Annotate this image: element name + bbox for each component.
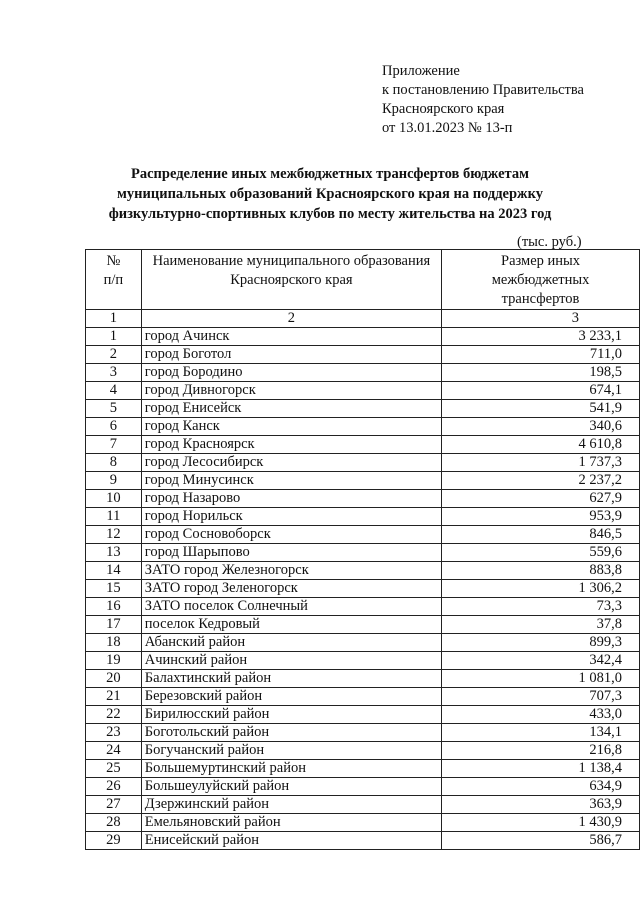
row-number: 25 bbox=[86, 760, 142, 778]
row-number: 13 bbox=[86, 544, 142, 562]
row-number: 10 bbox=[86, 490, 142, 508]
row-municipality-name: Емельяновский район bbox=[141, 814, 441, 832]
row-number: 14 bbox=[86, 562, 142, 580]
header-value-line1: Размер иных bbox=[501, 253, 581, 269]
table-row bbox=[86, 760, 640, 778]
table-header-row bbox=[86, 250, 640, 310]
row-transfer-value: 674,1 bbox=[442, 382, 640, 400]
table-row bbox=[86, 706, 640, 724]
table-row bbox=[86, 526, 640, 544]
row-number: 24 bbox=[86, 742, 142, 760]
row-number: 1 bbox=[86, 328, 142, 346]
row-number: 23 bbox=[86, 724, 142, 742]
table-row bbox=[86, 670, 640, 688]
row-number: 27 bbox=[86, 796, 142, 814]
header-number bbox=[86, 250, 142, 310]
table-row bbox=[86, 544, 640, 562]
table-row bbox=[86, 490, 640, 508]
title-line: муниципальных образований Красноярского края на поддержку bbox=[117, 186, 543, 202]
row-municipality-name: город Красноярск bbox=[141, 436, 441, 454]
row-transfer-value: 37,8 bbox=[442, 616, 640, 634]
row-transfer-value: 198,5 bbox=[442, 364, 640, 382]
row-municipality-name: ЗАТО город Зеленогорск bbox=[141, 580, 441, 598]
table-row bbox=[86, 580, 640, 598]
header-name-line1: Наименование муниципального образования bbox=[152, 253, 431, 269]
row-municipality-name: поселок Кедровый bbox=[141, 616, 441, 634]
table-row bbox=[86, 778, 640, 796]
row-transfer-value: 634,9 bbox=[442, 778, 640, 796]
table-row bbox=[86, 328, 640, 346]
table-row bbox=[86, 454, 640, 472]
document-title bbox=[60, 164, 600, 224]
table-row bbox=[86, 598, 640, 616]
row-number: 17 bbox=[86, 616, 142, 634]
row-municipality-name: город Бородино bbox=[141, 364, 441, 382]
header-value-line3: трансфертов bbox=[501, 291, 580, 307]
units-label: (тыс. руб.) bbox=[517, 234, 582, 250]
transfers-table bbox=[85, 249, 640, 850]
row-number: 20 bbox=[86, 670, 142, 688]
row-number: 5 bbox=[86, 400, 142, 418]
row-transfer-value: 1 737,3 bbox=[442, 454, 640, 472]
column-number: 3 bbox=[442, 310, 640, 328]
table-row bbox=[86, 364, 640, 382]
row-transfer-value: 216,8 bbox=[442, 742, 640, 760]
row-municipality-name: Большеулуйский район bbox=[141, 778, 441, 796]
row-municipality-name: ЗАТО поселок Солнечный bbox=[141, 598, 441, 616]
row-municipality-name: Богучанский район bbox=[141, 742, 441, 760]
row-transfer-value: 1 306,2 bbox=[442, 580, 640, 598]
row-number: 16 bbox=[86, 598, 142, 616]
row-municipality-name: Боготольский район bbox=[141, 724, 441, 742]
row-number: 15 bbox=[86, 580, 142, 598]
table-row bbox=[86, 382, 640, 400]
row-transfer-value: 586,7 bbox=[442, 832, 640, 850]
table-row bbox=[86, 472, 640, 490]
row-transfer-value: 899,3 bbox=[442, 634, 640, 652]
row-municipality-name: город Назарово bbox=[141, 490, 441, 508]
row-transfer-value: 2 237,2 bbox=[442, 472, 640, 490]
row-transfer-value: 342,4 bbox=[442, 652, 640, 670]
row-number: 3 bbox=[86, 364, 142, 382]
table-row bbox=[86, 616, 640, 634]
title-line: Распределение иных межбюджетных трансфертов бюджетам bbox=[131, 166, 529, 182]
row-number: 7 bbox=[86, 436, 142, 454]
appendix-line: Красноярского края bbox=[382, 101, 505, 117]
title-line: физкультурно-спортивных клубов по месту жительства на 2023 год bbox=[108, 206, 552, 222]
header-number-line2: п/п bbox=[103, 272, 124, 288]
table-row bbox=[86, 742, 640, 760]
row-number: 9 bbox=[86, 472, 142, 490]
row-number: 19 bbox=[86, 652, 142, 670]
row-number: 8 bbox=[86, 454, 142, 472]
row-transfer-value: 134,1 bbox=[442, 724, 640, 742]
appendix-block bbox=[382, 62, 584, 138]
table-row bbox=[86, 814, 640, 832]
row-municipality-name: город Лесосибирск bbox=[141, 454, 441, 472]
row-number: 29 bbox=[86, 832, 142, 850]
row-municipality-name: Абанский район bbox=[141, 634, 441, 652]
row-municipality-name: ЗАТО город Железногорск bbox=[141, 562, 441, 580]
row-municipality-name: Бирилюсский район bbox=[141, 706, 441, 724]
row-municipality-name: город Сосновоборск bbox=[141, 526, 441, 544]
header-number-line1: № bbox=[106, 253, 121, 269]
row-transfer-value: 1 081,0 bbox=[442, 670, 640, 688]
row-transfer-value: 953,9 bbox=[442, 508, 640, 526]
row-number: 18 bbox=[86, 634, 142, 652]
row-transfer-value: 883,8 bbox=[442, 562, 640, 580]
row-transfer-value: 73,3 bbox=[442, 598, 640, 616]
row-transfer-value: 340,6 bbox=[442, 418, 640, 436]
row-transfer-value: 711,0 bbox=[442, 346, 640, 364]
column-number-row bbox=[86, 310, 640, 328]
row-municipality-name: Дзержинский район bbox=[141, 796, 441, 814]
table-row bbox=[86, 562, 640, 580]
row-number: 6 bbox=[86, 418, 142, 436]
header-name-line2: Красноярского края bbox=[230, 272, 353, 288]
column-number: 1 bbox=[86, 310, 142, 328]
table-row bbox=[86, 634, 640, 652]
row-transfer-value: 559,6 bbox=[442, 544, 640, 562]
table-row bbox=[86, 724, 640, 742]
appendix-date-line: от 13.01.2023 № 13-п bbox=[382, 120, 513, 136]
column-number: 2 bbox=[141, 310, 441, 328]
row-transfer-value: 363,9 bbox=[442, 796, 640, 814]
row-municipality-name: Большемуртинский район bbox=[141, 760, 441, 778]
table-row bbox=[86, 508, 640, 526]
row-number: 28 bbox=[86, 814, 142, 832]
row-transfer-value: 541,9 bbox=[442, 400, 640, 418]
header-value-line2: межбюджетных bbox=[491, 272, 590, 288]
row-transfer-value: 1 138,4 bbox=[442, 760, 640, 778]
row-municipality-name: Ачинский район bbox=[141, 652, 441, 670]
row-transfer-value: 627,9 bbox=[442, 490, 640, 508]
row-transfer-value: 3 233,1 bbox=[442, 328, 640, 346]
row-transfer-value: 707,3 bbox=[442, 688, 640, 706]
row-transfer-value: 4 610,8 bbox=[442, 436, 640, 454]
row-number: 21 bbox=[86, 688, 142, 706]
table-row bbox=[86, 832, 640, 850]
table-row bbox=[86, 346, 640, 364]
row-municipality-name: город Дивногорск bbox=[141, 382, 441, 400]
row-municipality-name: город Енисейск bbox=[141, 400, 441, 418]
row-municipality-name: город Канск bbox=[141, 418, 441, 436]
table-row bbox=[86, 400, 640, 418]
row-number: 12 bbox=[86, 526, 142, 544]
row-municipality-name: Березовский район bbox=[141, 688, 441, 706]
appendix-line: Приложение bbox=[382, 63, 460, 79]
row-number: 11 bbox=[86, 508, 142, 526]
row-municipality-name: город Норильск bbox=[141, 508, 441, 526]
row-municipality-name: город Ачинск bbox=[141, 328, 441, 346]
row-transfer-value: 1 430,9 bbox=[442, 814, 640, 832]
row-number: 2 bbox=[86, 346, 142, 364]
table-row bbox=[86, 418, 640, 436]
table-row bbox=[86, 796, 640, 814]
row-number: 22 bbox=[86, 706, 142, 724]
row-municipality-name: город Минусинск bbox=[141, 472, 441, 490]
row-municipality-name: Балахтинский район bbox=[141, 670, 441, 688]
row-transfer-value: 846,5 bbox=[442, 526, 640, 544]
table-row bbox=[86, 436, 640, 454]
header-value bbox=[442, 250, 640, 310]
row-municipality-name: город Боготол bbox=[141, 346, 441, 364]
appendix-line: к постановлению Правительства bbox=[382, 82, 584, 98]
row-number: 26 bbox=[86, 778, 142, 796]
table-row bbox=[86, 688, 640, 706]
row-transfer-value: 433,0 bbox=[442, 706, 640, 724]
table-row bbox=[86, 652, 640, 670]
row-municipality-name: город Шарыпово bbox=[141, 544, 441, 562]
header-name bbox=[141, 250, 441, 310]
row-number: 4 bbox=[86, 382, 142, 400]
row-municipality-name: Енисейский район bbox=[141, 832, 441, 850]
